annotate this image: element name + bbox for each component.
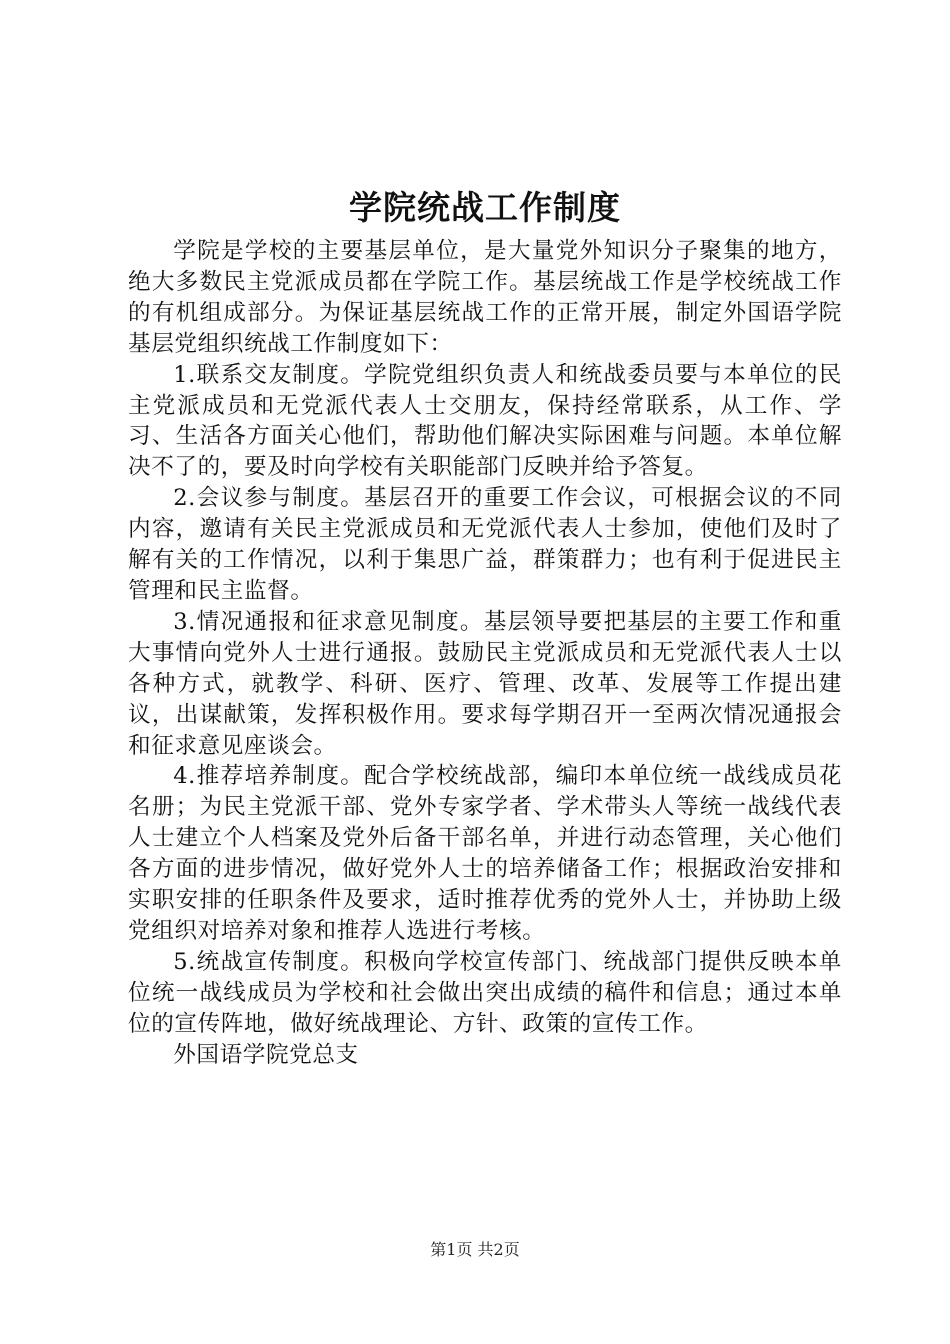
paragraph-intro: 学院是学校的主要基层单位，是大量党外知识分子聚集的地方，绝大多数民主党派成员都在学院工作。基层统战工作是学校统战工作的有机组成部分。为保证基层统战工作的正常开展，制定外国语学院基层党组织统战工作制度如下： bbox=[128, 238, 842, 357]
page-footer: 第1页 共2页 bbox=[430, 1240, 520, 1259]
paragraph-item-5: 5.统战宣传制度。积极向学校宣传部门、统战部门提供反映本单位统一战线成员为学校和社会做出突出成绩的稿件和信息；通过本单位的宣传阵地，做好统战理论、方针、政策的宣传工作。 bbox=[128, 948, 842, 1037]
document-body bbox=[128, 236, 842, 1070]
paragraph-item-3: 3.情况通报和征求意见制度。基层领导要把基层的主要工作和重大事情向党外人士进行通报。鼓励民主党派成员和无党派代表人士以各种方式，就教学、科研、医疗、管理、改革、发展等工作提出建议，出谋献策，发挥积极作用。要求每学期召开一至两次情况通报会和征求意见座谈会。 bbox=[128, 608, 842, 759]
document-page bbox=[128, 0, 842, 1344]
document-title: 学院统战工作制度 bbox=[349, 188, 621, 227]
paragraph-item-1: 1.联系交友制度。学院党组织负责人和统战委员要与本单位的民主党派成员和无党派代表人士交朋友，保持经常联系，从工作、学习、生活各方面关心他们，帮助他们解决实际困难与问题。本单位解决不了的，要及时向学校有关职能部门反映并给予答复。 bbox=[128, 361, 842, 481]
signature: 外国语学院党总支 bbox=[173, 1041, 359, 1068]
paragraph-item-2: 2.会议参与制度。基层召开的重要工作会议，可根据会议的不同内容，邀请有关民主党派成员和无党派代表人士参加，使他们及时了解有关的工作情况，以利于集思广益，群策群力；也有利于促进民主管理和民主监督。 bbox=[128, 485, 842, 604]
paragraph-item-4: 4.推荐培养制度。配合学校统战部，编印本单位统一战线成员花名册；为民主党派干部、党外专家学者、学术带头人等统一战线代表人士建立个人档案及党外后备干部名单，并进行动态管理，关心他们各方面的进步情况，做好党外人士的培养储备工作；根据政治安排和实职安排的任职条件及要求，适时推荐优秀的党外人士，并协助上级党组织对培养对象和推荐人选进行考核。 bbox=[128, 763, 842, 944]
